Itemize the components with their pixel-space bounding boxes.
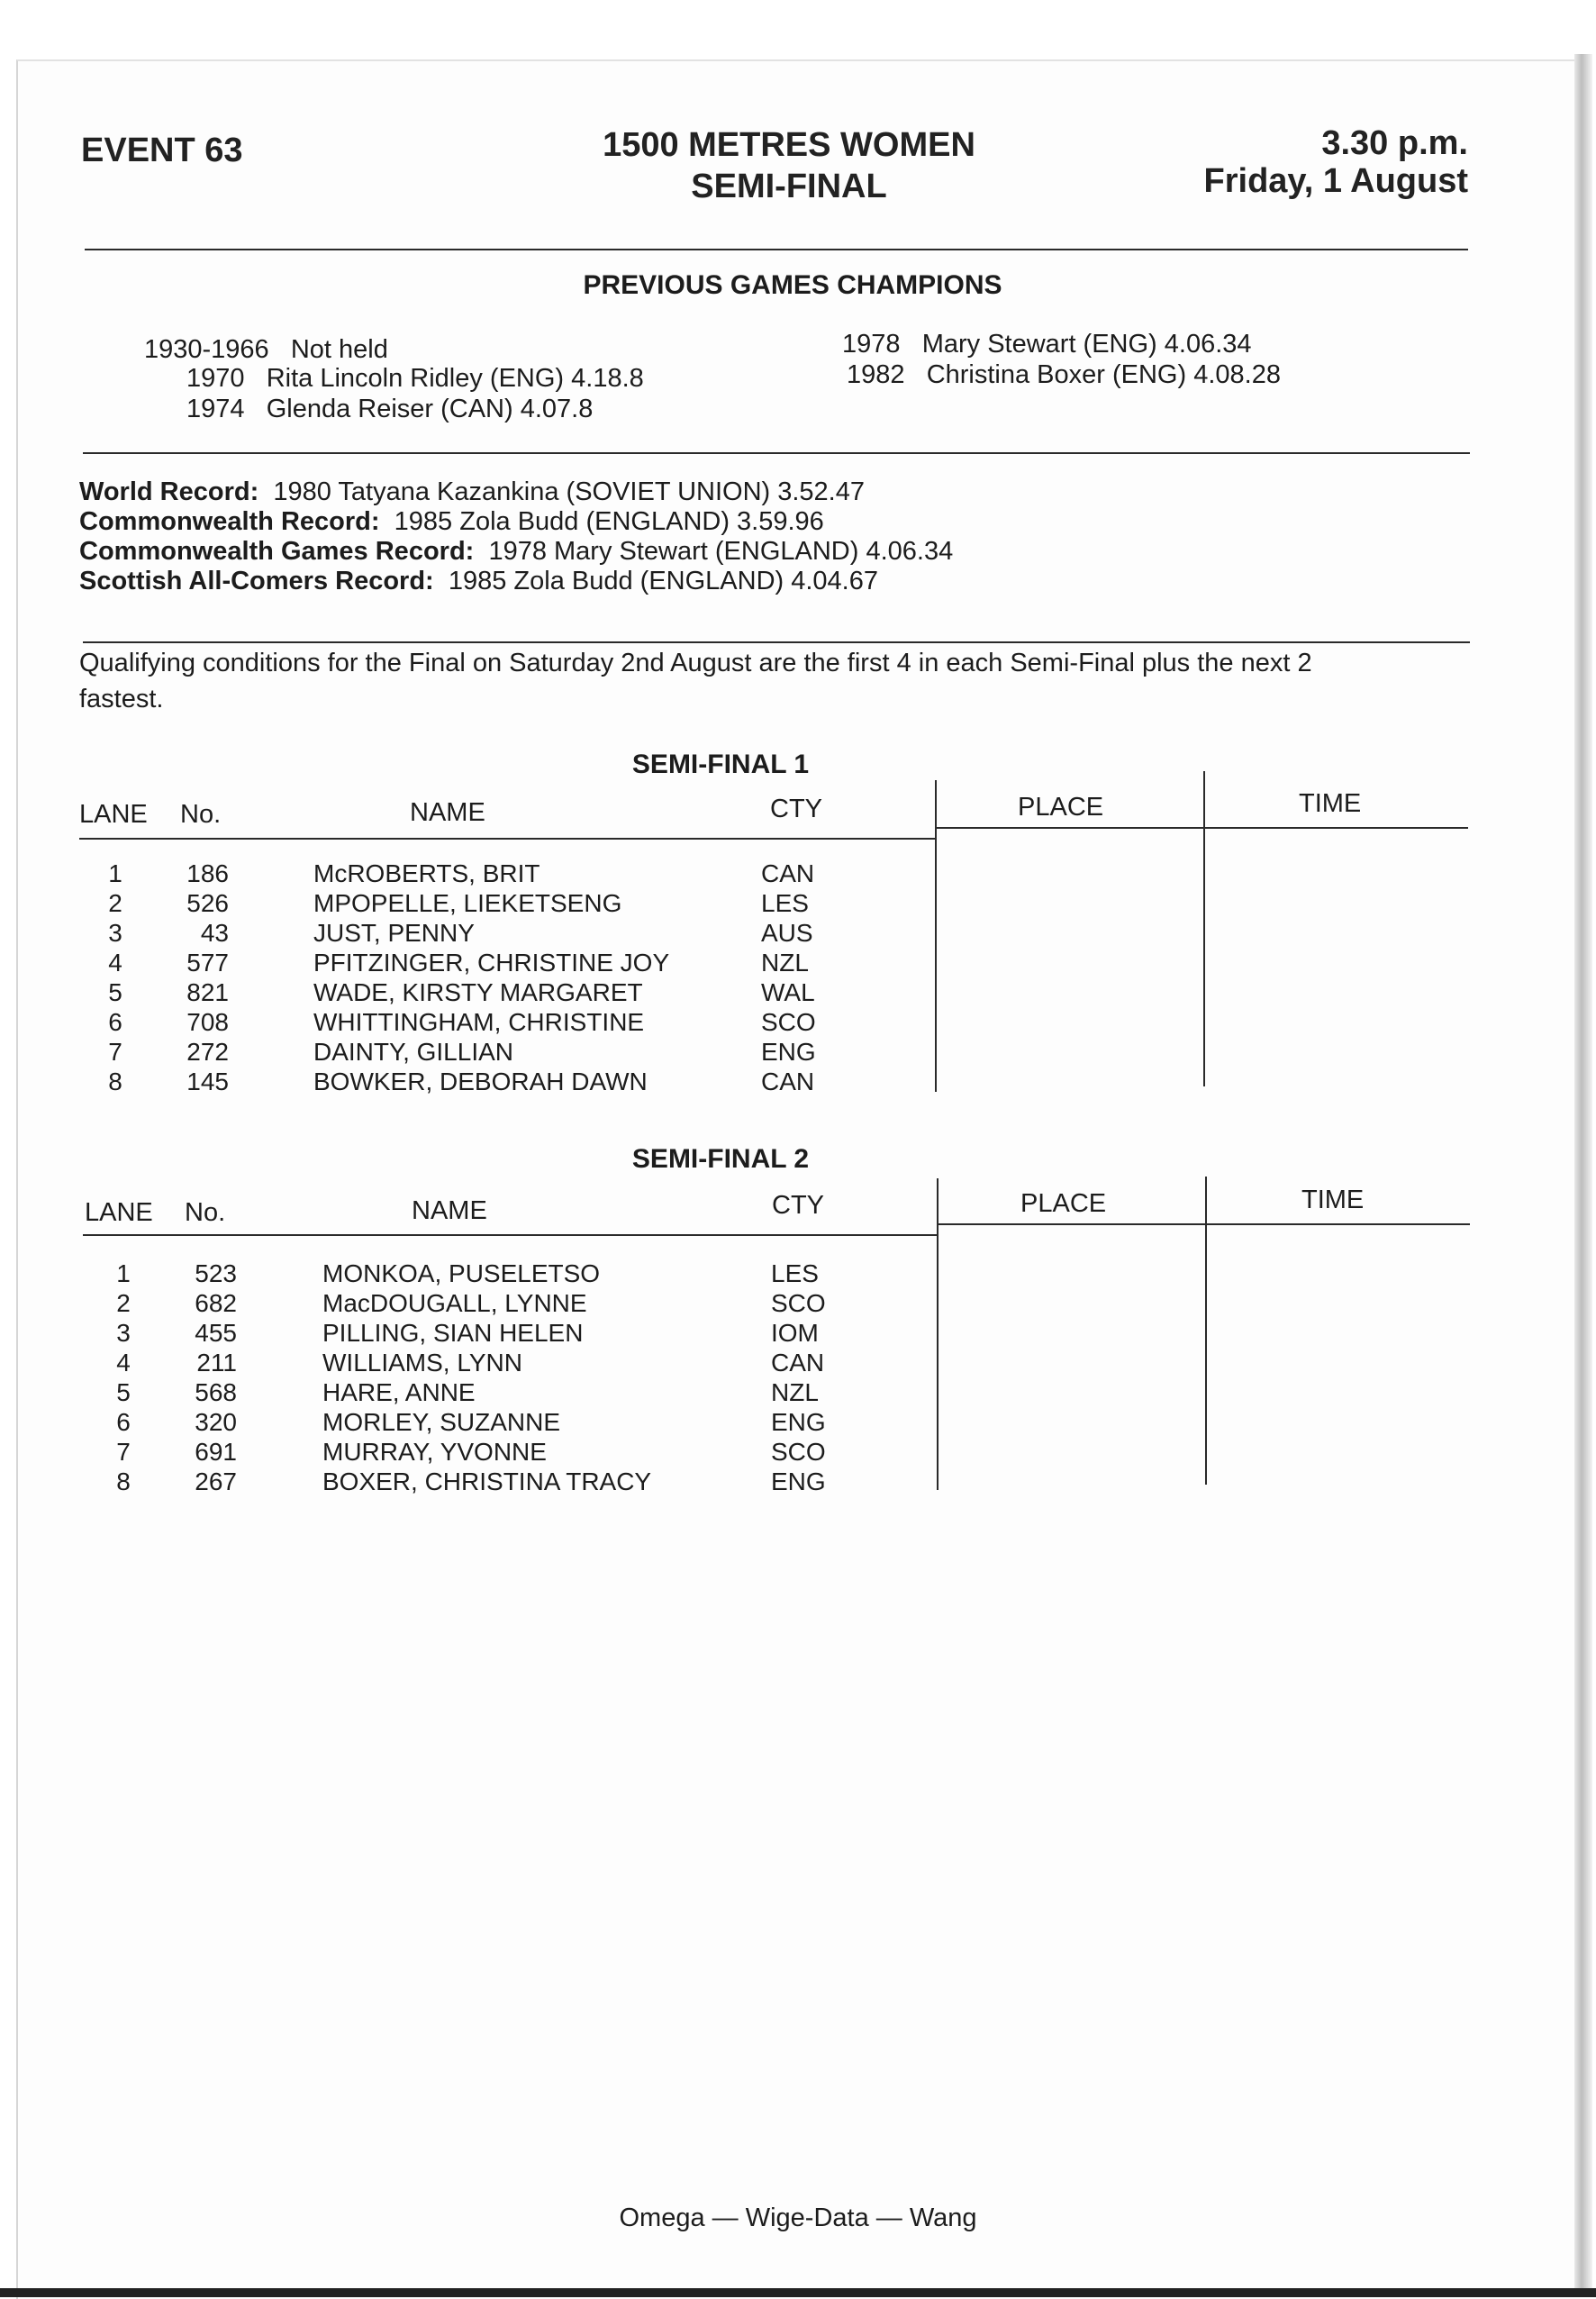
country-code: SCO (771, 1289, 826, 1317)
event-title: 1500 METRES WOMEN (603, 126, 975, 164)
country-code: ENG (771, 1408, 826, 1436)
athlete-name: DAINTY, GILLIAN (313, 1038, 514, 1066)
table-row (0, 1008, 991, 1038)
sponsor-footer: Omega — Wige-Data — Wang (619, 2204, 977, 2232)
entrant-number: 267 (195, 1468, 237, 1495)
athlete-name: MONKOA, PUSELETSO (322, 1259, 601, 1287)
record-value: 1985 Zola Budd (ENGLAND) 3.59.96 (394, 507, 824, 536)
record-label: Commonwealth Record: (79, 507, 380, 536)
country-code: LES (771, 1259, 819, 1287)
country-code: CAN (761, 1068, 815, 1095)
entrant-number: 691 (195, 1438, 237, 1466)
athlete-name: HARE, ANNE (322, 1378, 476, 1406)
entrant-number: 211 (196, 1349, 237, 1377)
table-row (0, 978, 991, 1008)
event-round: SEMI-FINAL (691, 168, 887, 205)
table-row (0, 1468, 991, 1497)
entrant-number: 821 (186, 978, 229, 1006)
champion-entry (842, 330, 1252, 359)
table-header-rule (935, 827, 1468, 829)
event-date: Friday, 1 August (1203, 162, 1468, 200)
table-row (0, 1408, 991, 1438)
table-row (0, 919, 991, 949)
table-header-rule (79, 838, 935, 840)
lane-number: 1 (116, 1259, 131, 1287)
athlete-name: WHITTINGHAM, CHRISTINE (313, 1008, 645, 1036)
country-code: AUS (761, 919, 813, 947)
column-divider (1203, 771, 1205, 1086)
divider (83, 452, 1470, 454)
lane-number: 2 (108, 889, 122, 917)
table-row (0, 1068, 991, 1097)
country-code: CAN (761, 859, 815, 887)
column-header-number: No. (185, 1198, 226, 1227)
table-header-rule (83, 1234, 937, 1236)
champion-name: Mary Stewart (ENG) 4.06.34 (921, 330, 1252, 359)
lane-number: 4 (116, 1349, 131, 1377)
record-commonwealth-games (79, 537, 953, 567)
country-code: CAN (771, 1349, 825, 1377)
table-header-rule (937, 1223, 1470, 1225)
semi-final-2-title: SEMI-FINAL 2 (631, 1144, 810, 1174)
athlete-name: MURRAY, YVONNE (322, 1438, 547, 1466)
entrant-number: 186 (186, 859, 229, 887)
lane-number: 7 (116, 1438, 131, 1466)
column-header-time: TIME (1299, 789, 1362, 818)
column-header-lane: LANE (79, 800, 148, 829)
champion-entry (847, 360, 1281, 390)
column-header-country: CTY (772, 1191, 824, 1220)
semi-final-1-title: SEMI-FINAL 1 (631, 750, 810, 779)
country-code: WAL (761, 978, 815, 1006)
athlete-name: BOXER, CHRISTINA TRACY (322, 1468, 652, 1495)
record-label: World Record: (79, 477, 259, 506)
athlete-name: PILLING, SIAN HELEN (322, 1319, 584, 1347)
event-number: EVENT 63 (81, 132, 243, 169)
column-header-number: No. (180, 800, 222, 829)
entrant-number: 526 (186, 889, 229, 917)
record-scottish (79, 567, 878, 596)
athlete-name: MORLEY, SUZANNE (322, 1408, 560, 1436)
entrant-number: 708 (186, 1008, 229, 1036)
champion-year: 1978 (842, 330, 901, 359)
athlete-name: MPOPELLE, LIEKETSENG (313, 889, 622, 917)
champion-name: Rita Lincoln Ridley (ENG) 4.18.8 (266, 364, 644, 393)
table-row (0, 859, 991, 889)
champion-name: Not held (290, 335, 388, 364)
entrant-number: 43 (200, 919, 229, 947)
lane-number: 6 (108, 1008, 122, 1036)
entrant-number: 568 (195, 1378, 237, 1406)
table-row (0, 889, 991, 919)
athlete-name: WILLIAMS, LYNN (322, 1349, 522, 1377)
athlete-name: WADE, KIRSTY MARGARET (313, 978, 643, 1006)
country-code: SCO (761, 1008, 816, 1036)
table-row (0, 1259, 991, 1289)
country-code: LES (761, 889, 809, 917)
record-value: 1980 Tatyana Kazankina (SOVIET UNION) 3.52.47 (273, 477, 865, 506)
column-divider (1205, 1177, 1207, 1485)
entrant-number: 272 (186, 1038, 229, 1066)
champion-year: 1970 (186, 364, 245, 393)
table-row (0, 1378, 991, 1408)
entrant-number: 455 (195, 1319, 237, 1347)
lane-number: 7 (108, 1038, 122, 1066)
table-row (0, 949, 991, 978)
column-header-time: TIME (1301, 1186, 1365, 1214)
champion-name: Christina Boxer (ENG) 4.08.28 (926, 360, 1281, 389)
qualifying-conditions: Qualifying conditions for the Final on Saturday 2nd August are the first 4 in each Semi-Final plus the next 2 (79, 649, 1312, 677)
record-label: Commonwealth Games Record: (79, 537, 475, 566)
divider (83, 641, 1470, 643)
lane-number: 5 (116, 1378, 131, 1406)
champion-year: 1930-1966 (144, 335, 269, 364)
country-code: IOM (771, 1319, 819, 1347)
lane-number: 3 (108, 919, 122, 947)
lane-number: 8 (116, 1468, 131, 1495)
country-code: NZL (771, 1378, 819, 1406)
athlete-name: McROBERTS, BRIT (313, 859, 540, 887)
champion-entry (186, 395, 593, 424)
entrant-number: 145 (186, 1068, 229, 1095)
lane-number: 3 (116, 1319, 131, 1347)
lane-number: 5 (108, 978, 122, 1006)
lane-number: 2 (116, 1289, 131, 1317)
table-row (0, 1349, 991, 1378)
record-value: 1985 Zola Budd (ENGLAND) 4.04.67 (448, 567, 878, 595)
entrant-number: 320 (195, 1408, 237, 1436)
column-header-lane: LANE (85, 1198, 153, 1227)
champion-entry (144, 335, 388, 365)
athlete-name: JUST, PENNY (313, 919, 475, 947)
athlete-name: BOWKER, DEBORAH DAWN (313, 1068, 648, 1095)
entrant-number: 682 (195, 1289, 237, 1317)
lane-number: 4 (108, 949, 122, 977)
table-row (0, 1319, 991, 1349)
country-code: SCO (771, 1438, 826, 1466)
column-header-name: NAME (412, 1196, 487, 1225)
record-label: Scottish All-Comers Record: (79, 567, 434, 595)
lane-number: 1 (108, 859, 122, 887)
column-header-country: CTY (770, 795, 822, 823)
country-code: ENG (761, 1038, 816, 1066)
divider (85, 249, 1468, 250)
lane-number: 6 (116, 1408, 131, 1436)
scan-bottom-border (0, 2288, 1596, 2297)
country-code: ENG (771, 1468, 826, 1495)
column-header-place: PLACE (1020, 1189, 1107, 1218)
qualifying-conditions-cont: fastest. (79, 685, 164, 713)
champion-year: 1974 (186, 395, 245, 423)
athlete-name: PFITZINGER, CHRISTINE JOY (313, 949, 670, 977)
column-header-name: NAME (410, 798, 485, 827)
table-row (0, 1038, 991, 1068)
champion-name: Glenda Reiser (CAN) 4.07.8 (266, 395, 594, 423)
entrant-number: 523 (195, 1259, 237, 1287)
page-edge-shadow (1574, 54, 1592, 2297)
country-code: NZL (761, 949, 809, 977)
table-row (0, 1438, 991, 1468)
column-header-place: PLACE (1018, 793, 1104, 822)
athlete-name: MacDOUGALL, LYNNE (322, 1289, 587, 1317)
record-value: 1978 Mary Stewart (ENGLAND) 4.06.34 (488, 537, 954, 566)
lane-number: 8 (108, 1068, 122, 1095)
champion-entry (186, 364, 644, 394)
entrant-number: 577 (186, 949, 229, 977)
champions-heading: PREVIOUS GAMES CHAMPIONS (583, 270, 1002, 300)
event-time: 3.30 p.m. (1321, 124, 1468, 162)
record-commonwealth (79, 507, 824, 537)
record-world (79, 477, 865, 507)
table-row (0, 1289, 991, 1319)
champion-year: 1982 (847, 360, 905, 389)
